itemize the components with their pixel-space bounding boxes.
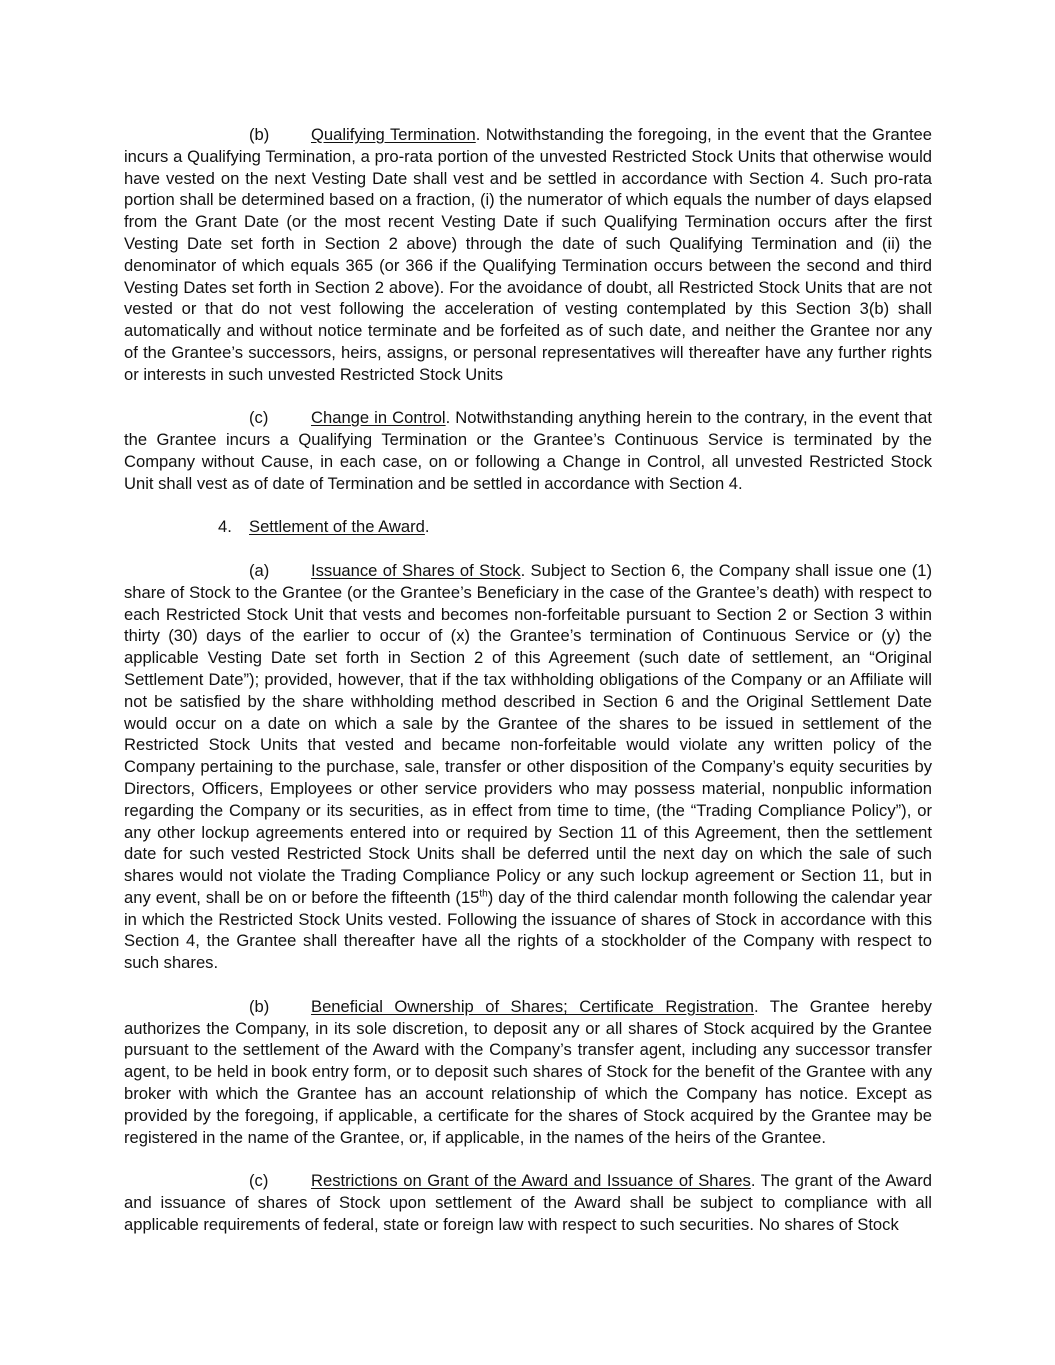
section-3c-text: . Notwithstanding anything herein to the contrary, in the event that the Grantee incurs a Qualifying Termination or the Grantee’s Continuous Service is terminated by the Company without Cause, in each case, on or following a Change in Control, all unvested Restricted Stock Unit shall vest as of date of Termination and be settled in accordance with Section 4. bbox=[124, 408, 932, 493]
section-3c-title: Change in Control bbox=[311, 408, 446, 428]
section-3b-text: . Notwithstanding the foregoing, in the event that the Grantee incurs a Qualifying Termination, a pro-rata portion of the unvested Restricted Stock Units that otherwise would have vested on the next Vesting Date shall vest and be settled in accordance with Section 4. Such pro-rata portion shall be determined based on a fraction, (i) the numerator of which equals the number of days elapsed from the Grant Date (or the most recent Vesting Date if such Qualifying Termination occurs after the first Vesting Date set forth in Section 2 above) through the date of such Qualifying Termination and (ii) the denominator of which equals 365 (or 366 if the Qualifying Termination occurs between the second and third Vesting Dates set forth in Section 2 above). For the avoidance of doubt, all Restricted Stock Units that are not vested or that do not vest following the acceleration of vesting contemplated by this Section 3(b) shall automatically and without notice terminate and be forfeited as of such date, and neither the Grantee nor any of the Grantee’s successors, heirs, assigns, or personal representatives will thereafter have any further rights or interests in such unvested Restricted Stock Units bbox=[124, 125, 933, 384]
section-4-heading bbox=[124, 516, 932, 538]
section-3c-label: (c) bbox=[249, 408, 269, 428]
section-4b-label: (b) bbox=[249, 996, 270, 1016]
document-page bbox=[124, 124, 932, 1257]
section-3c-paragraph bbox=[124, 407, 932, 494]
section-4c-paragraph bbox=[124, 1170, 932, 1235]
section-4b-paragraph bbox=[124, 996, 932, 1149]
section-3b-title: Qualifying Termination bbox=[311, 125, 476, 144]
section-3b-label: (b) bbox=[249, 125, 270, 144]
section-4-number: 4. bbox=[218, 517, 232, 537]
section-4-title: Settlement of the Award bbox=[249, 517, 425, 537]
section-4a-superscript: th bbox=[479, 888, 488, 900]
section-4a-text-before: . Subject to Section 6, the Company shall issue one (1) share of Stock to the Grantee (or the Grantee’s Beneficiary in the case of the Grantee’s death) with respect to each Restricted Stock Unit that vests and becomes non-forfeitable pursuant to Section 2 or Section 3 within thirty (30) days of the earlier to occur of (x) the Grantee’s termination of Continuous Service or (y) the applicable Vesting Date set forth in Section 2 of this Agreement (such date of settlement, an “Original Settlement Date”); provided, however, that if the tax withholding obligations of the Company or an Affiliate will not be satisfied by the share withholding method described in Section 6 and the Original Settlement Date would occur on a date on which a sale by the Grantee of the shares to be issued in settlement of the Restricted Stock Units that vested and became non-forfeitable would violate any written policy of the Company pertaining to the purchase, sale, transfer or other disposition of the Company’s equity securities by Directors, Officers, Employees or other service providers who may possess material, nonpublic information regarding the Company or its securities, as in effect from time to time, (the “Trading Compliance Policy”), or any other lockup agreements entered into or required by Section 11 of this Agreement, then the settlement date for such vested Restricted Stock Units shall be deferred until the next day on which the sale of such shares would not violate the Trading Compliance Policy or any such lockup agreement or Section 11, but in any event, shall be on or before the fifteenth (15 bbox=[124, 560, 932, 907]
section-4c-label: (c) bbox=[249, 1171, 269, 1191]
section-4a-text-after: ) day of the third calendar month following the calendar year in which the Restricted Stock Units vested. Following the issuance of shares of Stock in accordance with this Section 4, the Grantee shall thereafter have all the rights of a stockholder of the Company with respect to such shares. bbox=[124, 887, 932, 973]
section-4a-label: (a) bbox=[249, 560, 270, 580]
section-3b-paragraph bbox=[124, 124, 932, 386]
section-4a-paragraph bbox=[124, 560, 932, 974]
section-4c-text: . The grant of the Award and issuance of shares of Stock upon settlement of the Award shall be subject to compliance with all applicable requirements of federal, state or foreign law with respect to such securities. No shares of Stock bbox=[124, 1171, 932, 1234]
section-4-suffix: . bbox=[424, 517, 430, 537]
section-4b-title: Beneficial Ownership of Shares; Certificate Registration bbox=[311, 996, 754, 1016]
section-4b-text: . The Grantee hereby authorizes the Company, in its sole discretion, to deposit any or all shares of Stock acquired by the Grantee pursuant to the settlement of the Award with the Company’s transfer agent, including any successor transfer agent, to be held in book entry form, or to deposit such shares of Stock for the benefit of the Grantee with any broker with which the Grantee has an account relationship of which the Company has notice. Except as provided by the foregoing, if applicable, a certificate for the shares of Stock acquired by the Grantee may be registered in the name of the Grantee, or, if applicable, in the names of the heirs of the Grantee. bbox=[124, 996, 932, 1147]
section-4a-title: Issuance of Shares of Stock bbox=[311, 560, 521, 580]
section-4c-title: Restrictions on Grant of the Award and Issuance of Shares bbox=[311, 1171, 751, 1191]
